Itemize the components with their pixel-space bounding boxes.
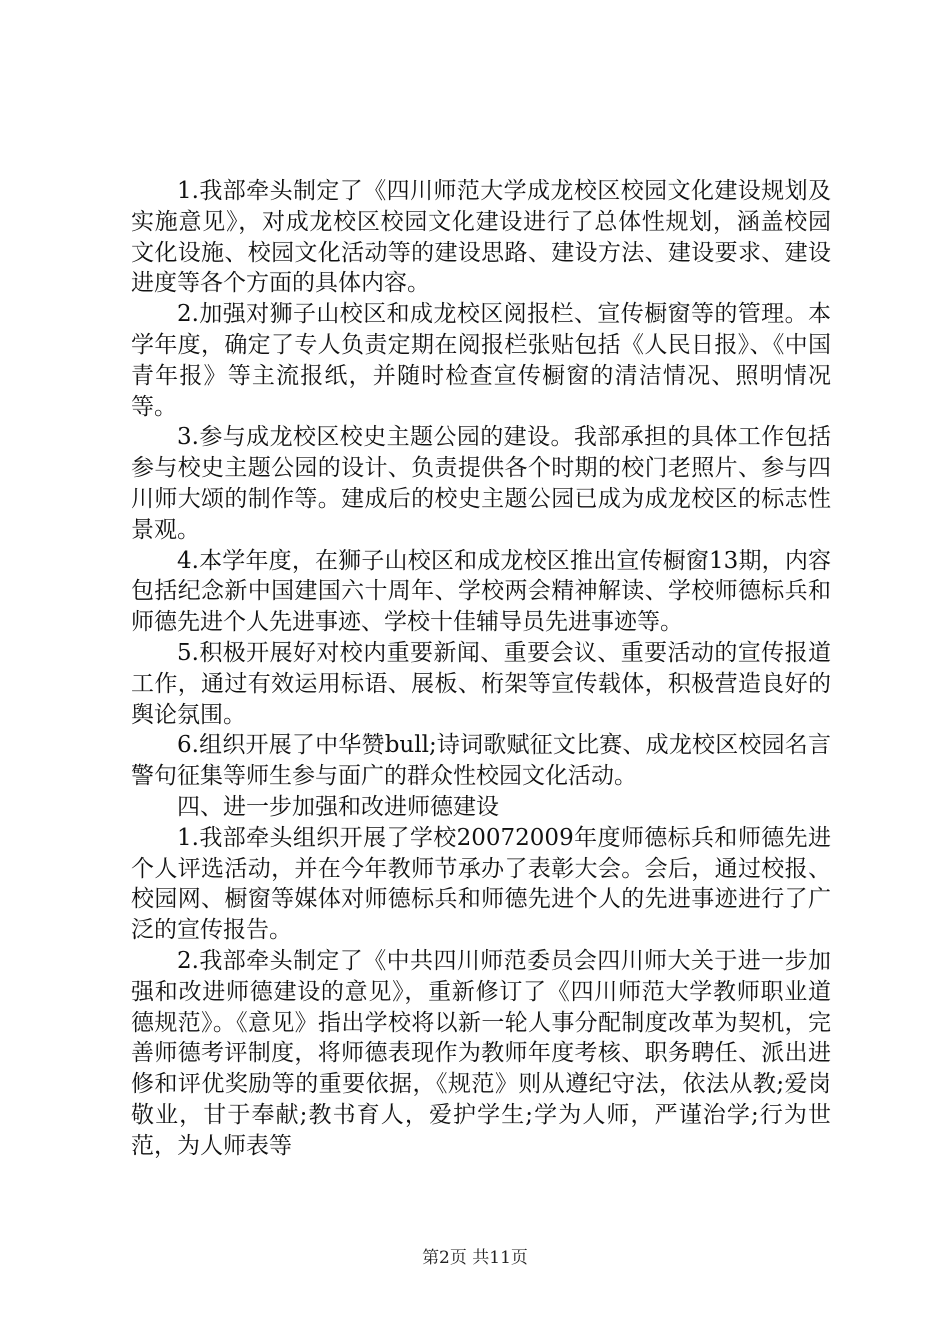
paragraph-3: 3.参与成龙校区校史主题公园的建设。我部承担的具体工作包括参与校史主题公园的设计、负责提供各个时期的校门老照片、参与四川师大颂的制作等。建成后的校史主题公园已成为成龙校区的标志性景观。 (131, 424, 831, 543)
paragraph-8: 2.我部牵头制定了《中共四川师范委员会四川师大关于进一步加强和改进师德建设的意见》，重新修订了《四川师范大学教师职业道德规范》。《意见》指出学校将以新一轮人事分配制度改革为契机，完善师德考评制度，将师德表现作为教师年度考核、职务聘任、派出进修和评优奖励等的重要依据，《规范》则从遵纪守法，依法从教;爱岗敬业，甘于奉献;教书育人，爱护学生;学为人师，严谨治学;行为世范，为人师表等 (131, 947, 831, 1159)
paragraph-5: 5.积极开展好对校内重要新闻、重要会议、重要活动的宣传报道工作，通过有效运用标语、展板、桁架等宣传载体，积极营造良好的舆论氛围。 (131, 639, 831, 728)
paragraph-1: 1.我部牵头制定了《四川师范大学成龙校区校园文化建设规划及实施意见》，对成龙校区校园文化建设进行了总体性规划，涵盖校园文化设施、校园文化活动等的建设思路、建设方法、建设要求、建设进度等各个方面的具体内容。 (131, 178, 831, 297)
section-heading: 四、进一步加强和改进师德建设 (177, 793, 499, 820)
paragraph-4: 4.本学年度，在狮子山校区和成龙校区推出宣传橱窗13期，内容包括纪念新中国建国六十周年、学校两会精神解读、学校师德标兵和师德先进个人先进事迹、学校十佳辅导员先进事迹等。 (131, 547, 831, 636)
paragraph-6: 6.组织开展了中华赞bull;诗词歌赋征文比赛、成龙校区校园名言警句征集等师生参与面广的群众性校园文化活动。 (131, 732, 831, 790)
document-body (131, 176, 831, 1162)
paragraph-2: 2.加强对狮子山校区和成龙校区阅报栏、宣传橱窗等的管理。本学年度，确定了专人负责定期在阅报栏张贴包括《人民日报》、《中国青年报》等主流报纸，并随时检查宣传橱窗的清洁情况、照明情况等。 (131, 301, 831, 420)
page-footer: 第2页 共11页 (422, 1248, 528, 1268)
paragraph-7: 1.我部牵头组织开展了学校20072009年度师德标兵和师德先进个人评选活动，并在今年教师节承办了表彰大会。会后，通过校报、校园网、橱窗等媒体对师德标兵和师德先进个人的先进事迹进行了广泛的宣传报告。 (131, 824, 831, 944)
